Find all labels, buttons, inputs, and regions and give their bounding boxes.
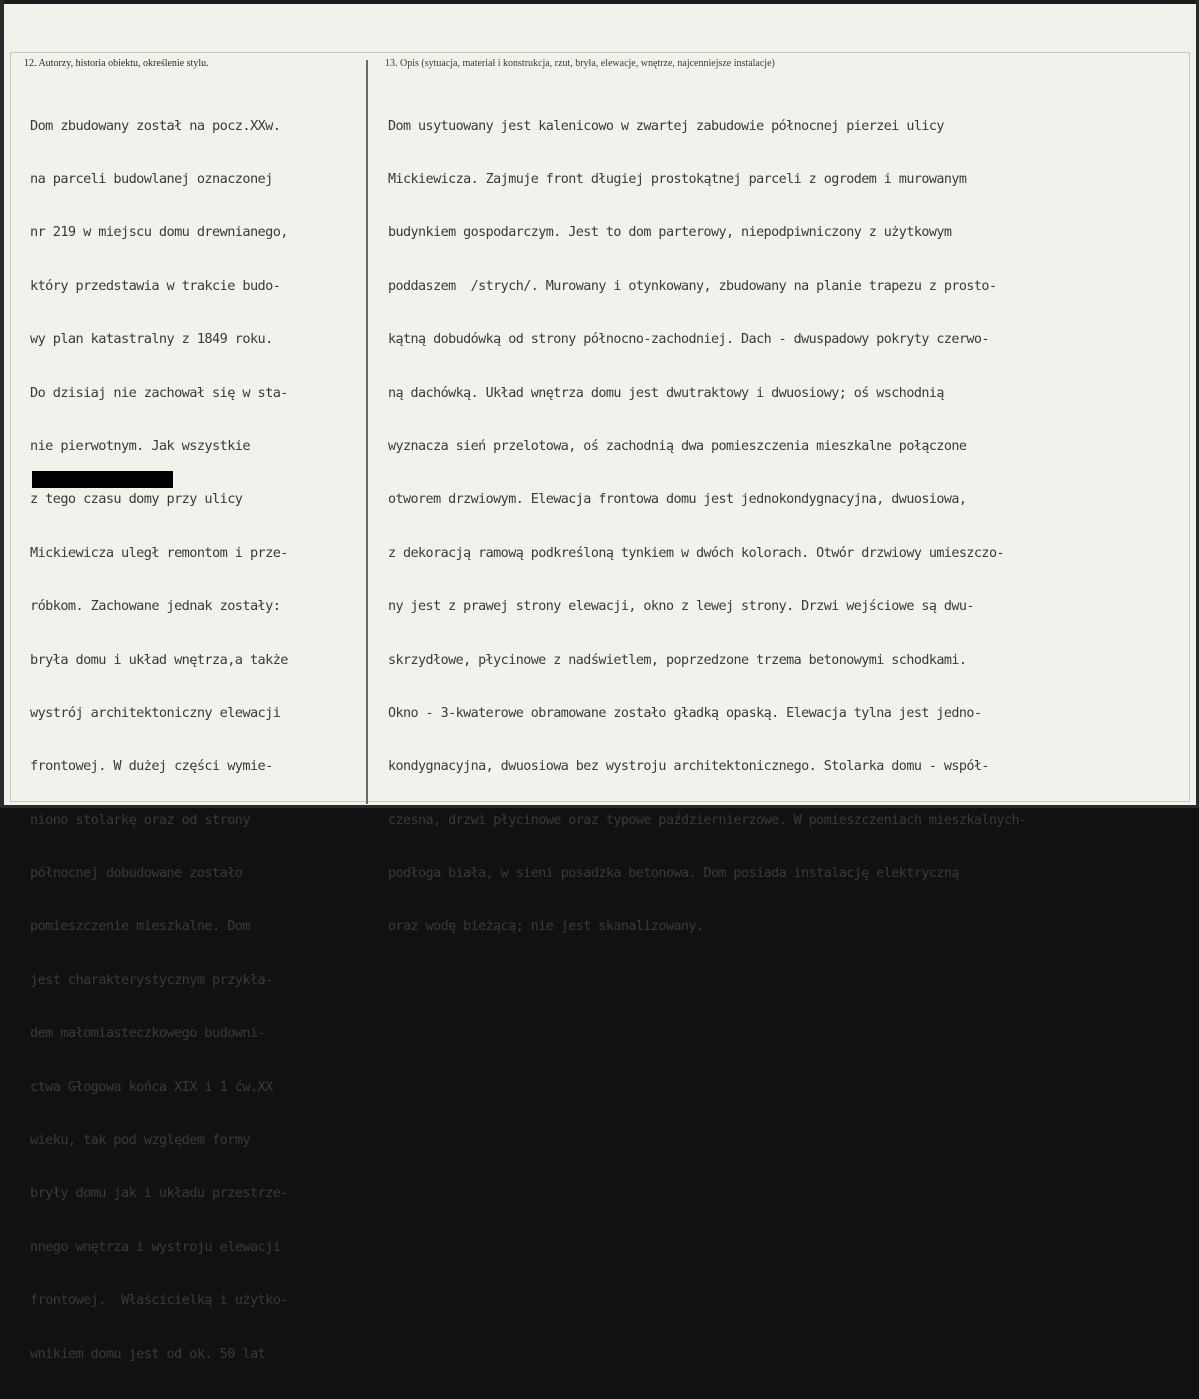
history-text	[30, 82, 370, 1399]
history-line: frontowej. W dużej części wymie-	[30, 758, 273, 775]
history-line: z tego czasu domy przy ulicy	[30, 491, 243, 508]
history-line: ctwa Głogowa końca XIX i 1 ćw.XX	[30, 1078, 273, 1095]
history-line: wystrój architektoniczny elewacji	[30, 704, 281, 721]
history-line: Do dzisiaj nie zachował się w sta-	[30, 384, 288, 401]
description-line: kondygnacyjna, dwuosiowa bez wystroju architektonicznego. Stolarka domu - współ-	[388, 759, 989, 775]
history-line: niono stolarkę oraz od strony	[30, 811, 250, 828]
description-text	[388, 82, 1190, 972]
description-line: Okno - 3-kwaterowe obramowane zostało gładką opaską. Elewacja tylna jest jedno-	[388, 705, 982, 721]
description-line: budynkiem gospodarczym. Jest to dom parterowy, niepodpiwniczony z użytkowym	[388, 225, 952, 241]
description-line: ny jest z prawej strony elewacji, okno z lewej strony. Drzwi wejściowe są dwu-	[388, 599, 974, 615]
history-line: róbkom. Zachowane jednak zostały:	[30, 598, 281, 615]
section-13-header: 13. Opis (sytuacja, materiał i konstrukcja, rzut, bryła, elewacje, wnętrze, najcenniejsze instalacje)	[385, 58, 775, 69]
history-line: bryła domu i układ wnętrza,a także	[30, 651, 288, 668]
history-line: nr 219 w miejscu domu drewnianego,	[30, 224, 288, 241]
history-line: Dom zbudowany został na pocz.XXw.	[30, 117, 281, 134]
description-line: skrzydłowe, płycinowe z nadświetlem, poprzedzone trzema betonowymi schodkami.	[388, 652, 967, 668]
history-line: pomieszczenie mieszkalne. Dom	[30, 918, 250, 935]
description-line: czesna, drzwi płycinowe oraz typowe październierzowe. W pomieszczeniach mieszkalnych-	[388, 812, 1027, 828]
description-line: otworem drzwiowym. Elewacja frontowa domu jest jednokondygnacyjna, dwuosiowa,	[388, 492, 967, 508]
history-line: na parceli budowlanej oznaczonej	[30, 170, 273, 187]
description-line: kątną dobudówką od strony północno-zachodniej. Dach - dwuspadowy pokryty czerwo-	[388, 332, 989, 348]
description-line: podłoga biała, w sieni posadzka betonowa. Dom posiada instalację elektryczną	[388, 866, 959, 882]
history-line: który przedstawia w trakcie budo-	[30, 277, 281, 294]
history-line: nie pierwotnym. Jak wszystkie	[30, 437, 250, 454]
top-edge	[0, 0, 1199, 4]
history-line: wieku, tak pod względem formy	[30, 1132, 250, 1149]
left-edge	[0, 0, 4, 808]
description-line: wyznacza sień przelotowa, oś zachodnią dwa pomieszczenia mieszkalne połączone	[388, 438, 967, 454]
history-line: wy plan katastralny z 1849 roku.	[30, 331, 273, 348]
history-line: bryły domu jak i układu przestrze-	[30, 1185, 288, 1202]
history-line: frontowej. Właścicielką i użytko-	[30, 1292, 288, 1309]
description-line: z dekoracją ramową podkreśloną tynkiem w dwóch kolorach. Otwór drzwiowy umieszczo-	[388, 545, 1004, 561]
history-line: nnego wnętrza i wystroju elewacji	[30, 1238, 281, 1255]
section-12-header: 12. Autorzy, historia obiektu, określenie stylu.	[24, 58, 209, 69]
description-line: ną dachówką. Układ wnętrza domu jest dwutraktowy i dwuosiowy; oś wschodnią	[388, 385, 944, 401]
description-line: Dom usytuowany jest kalenicowo w zwartej zabudowie północnej pierzei ulicy	[388, 118, 944, 134]
history-line: północnej dobudowane zostało	[30, 865, 243, 882]
description-line: oraz wodę bieżącą; nie jest skanalizowany.	[388, 919, 704, 935]
description-line: Mickiewicza. Zajmuje front długiej prostokątnej parceli z ogrodem i murowanym	[388, 171, 967, 187]
description-line: poddaszem /strych/. Murowany i otynkowany, zbudowany na planie trapezu z prosto-	[388, 278, 997, 294]
history-line: dem małomiasteczkowego budowni-	[30, 1025, 266, 1042]
history-line: wnikiem domu jest od ok. 50 lat	[30, 1345, 266, 1362]
history-line: jest charakterystycznym przykła-	[30, 971, 273, 988]
redaction-bar	[32, 471, 173, 488]
history-line: Mickiewicza uległ remontom i prze-	[30, 544, 288, 561]
